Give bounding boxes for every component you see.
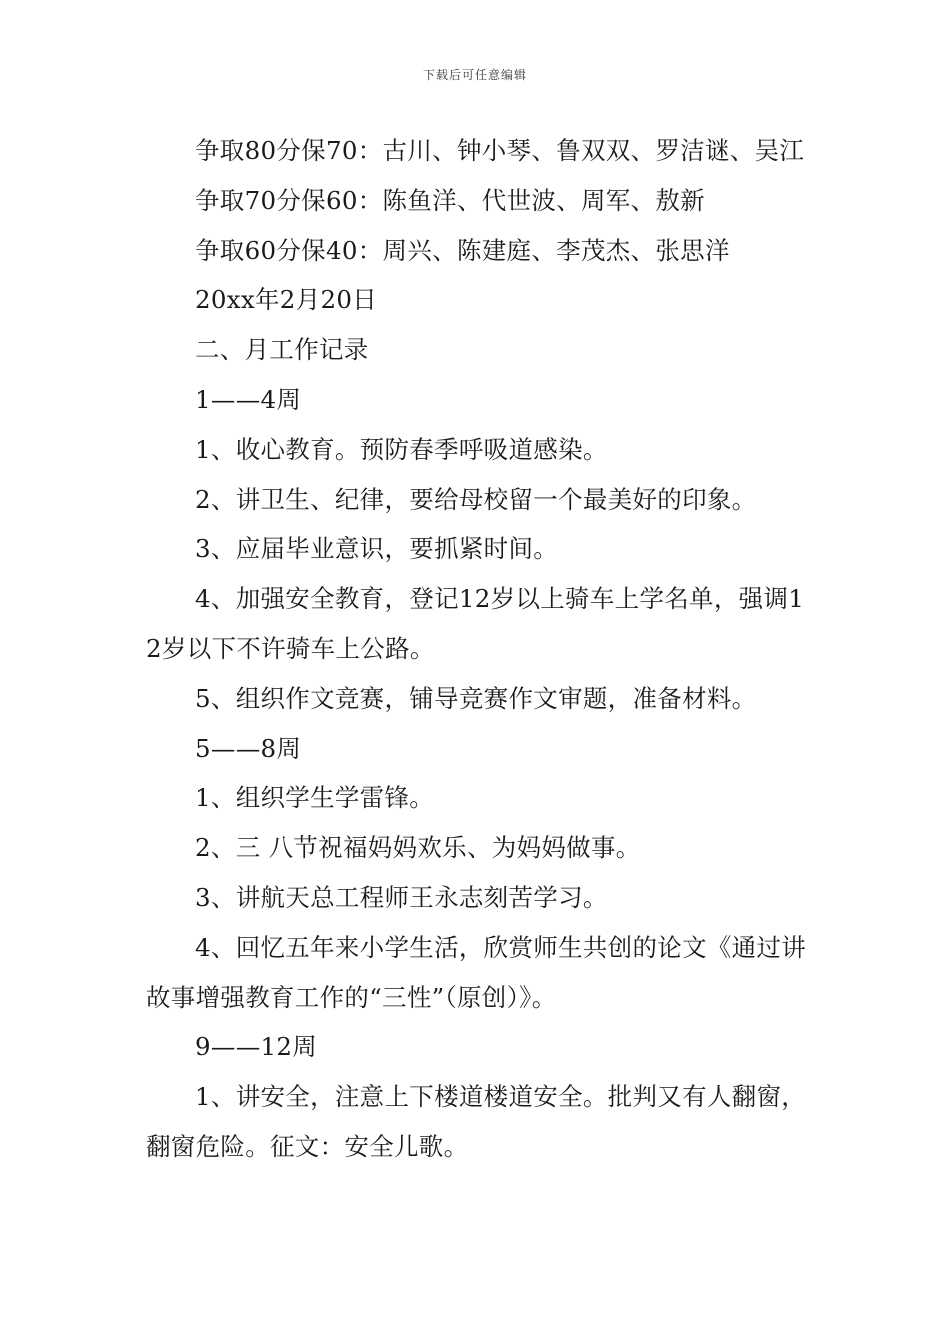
paragraph: 5、组织作文竞赛，铺导竞赛作文审题，准备材料。: [195, 683, 757, 713]
week-range-heading: 5——8周: [195, 733, 302, 763]
paragraph: 争取60分保40：周兴、陈建庭、李茂杰、张思洋: [195, 235, 730, 265]
document-body: [146, 126, 810, 1172]
week-range-heading: 9——12周: [195, 1032, 318, 1062]
page-header-note: 下载后可任意编辑: [422, 68, 527, 82]
paragraph: 3、讲航天总工程师王永志刻苦学习。: [195, 882, 608, 912]
paragraph: 2、三 八节祝福妈妈欢乐、为妈妈做事。: [195, 833, 641, 863]
paragraph: 20xx年2月20日: [195, 285, 378, 315]
paragraph: 1、收心教育。预防春季呼吸道感染。: [195, 434, 608, 464]
paragraph: 争取80分保70：古川、钟小琴、鲁双双、罗洁谜、吴江: [195, 136, 805, 165]
paragraph: 1、讲安全，注意上下楼道楼道安全。批判又有人翻窗，翻窗危险。征文：安全儿歌。: [146, 1082, 807, 1161]
paragraph: 4、加强安全教育，登记12岁以上骑车上学名单，强调12岁以下不许骑车上公路。: [146, 584, 805, 663]
section-heading: 二、月工作记录: [195, 335, 369, 365]
paragraph: 2、讲卫生、纪律，要给母校留一个最美好的印象。: [195, 484, 757, 514]
paragraph: 3、应届毕业意识，要抓紧时间。: [195, 534, 559, 564]
paragraph: 争取70分保60：陈鱼洋、代世波、周军、敖新: [195, 185, 705, 215]
week-range-heading: 1——4周: [195, 384, 302, 414]
paragraph: 4、回忆五年来小学生活，欣赏师生共创的论文《通过讲故事增强教育工作的“三性”（原创）》。: [146, 932, 807, 1012]
paragraph: 1、组织学生学雷锋。: [195, 783, 435, 813]
